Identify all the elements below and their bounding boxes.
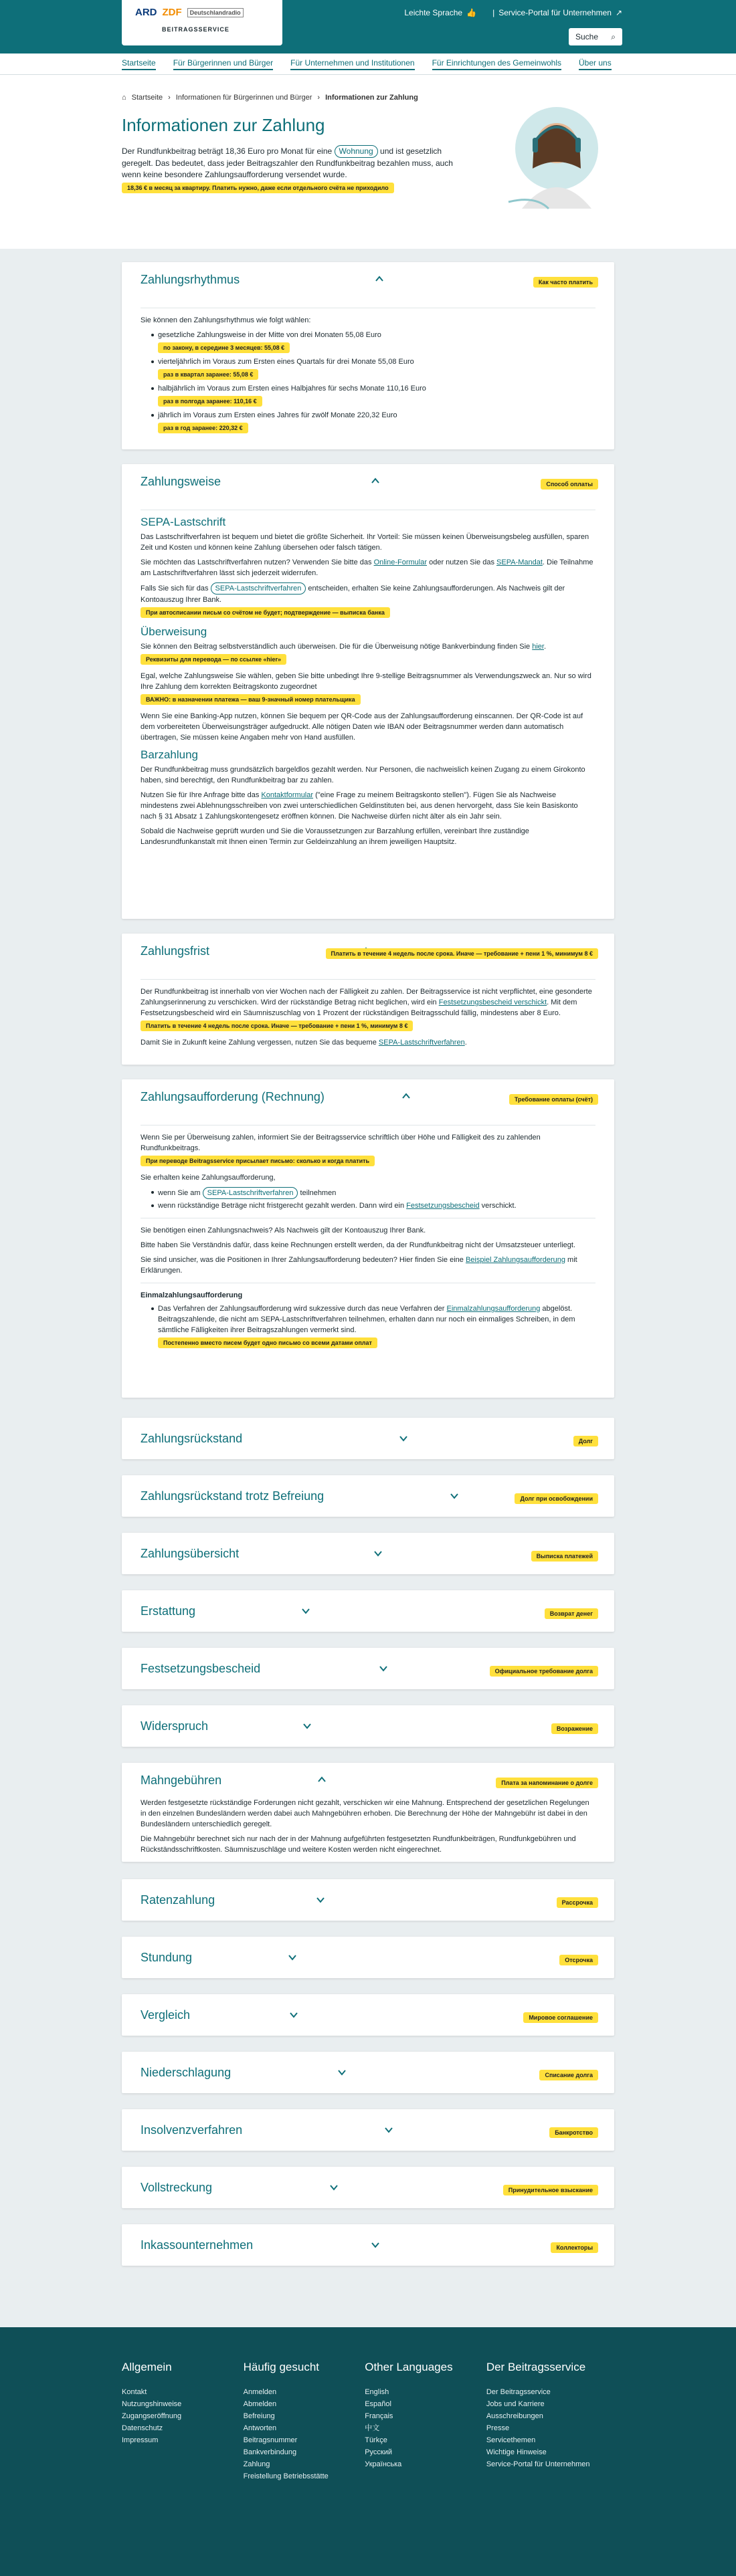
accordion-header[interactable] [122, 262, 614, 297]
paragraph: Wenn Sie eine Banking-App nutzen, können Sie bequem per QR-Code aus der Zahlungsaufforderung einscannen. Der QR-Code ist auf dem vorbereiteten Überweisungsträger aufgedruckt. Alle nötigen Daten wie IBAN oder Beitragsnummer werden dann automatisch übertragen, Sie müssen keine Angaben mehr von Hand ausfüllen. [141, 712, 583, 742]
paragraph: Falls Sie sich für das SEPA-Lastschriftverfahren entscheiden, erhalten Sie keine Zahlungsaufforderungen. Als Nachweis gilt der Kontoauszug Ihrer Bank. При автосписании письм со счётом не будет; подтверждение — выписка банка [141, 582, 595, 620]
chevron-right-icon: › [317, 94, 320, 102]
footer-col-general [122, 2361, 244, 2482]
bullet-list [151, 1303, 595, 1350]
accordion-zahlungsuebersicht [122, 1533, 614, 1574]
site-header [0, 0, 736, 53]
paragraph: Die Mahngebühr berechnet sich nur nach der in der Mahnung aufgeführten festgesetzten Rundfunkbeiträgen, Rundfunkgebühren und Rückständsschriftkosten. Säumniszuschläge und weitere Kosten werden nicht eingerechnet. [141, 1835, 576, 1854]
rhythm-list [151, 330, 595, 435]
online-form-link[interactable]: Online-Formular [373, 558, 428, 566]
accordion-header[interactable] [122, 1879, 614, 1921]
paragraph: Sie erhalten keine Zahlungsaufforderung, [141, 1174, 276, 1182]
accordion-zahlungsweise [122, 464, 614, 919]
subheading-einmal: Einmalzahlungsaufforderung [141, 1291, 243, 1299]
search-button[interactable]: Suche ⌕ [569, 28, 622, 45]
einmalzahlung-link[interactable]: Einmalzahlungsaufforderung [446, 1305, 541, 1313]
accordion-header[interactable] [122, 2052, 614, 2093]
footer-link[interactable]: Datenschutz [122, 2424, 163, 2432]
translation-tag: раз в год заранее: 220,32 € [158, 423, 248, 433]
translation-tag: При автосписании письм со счётом не будет; подтверждение — выписка банка [141, 607, 390, 618]
glossary-pill-sepa[interactable]: SEPA-Lastschriftverfahren [211, 582, 306, 595]
translation-tag: Возражение [551, 1723, 598, 1734]
accordion-header[interactable] [122, 1648, 614, 1689]
chevron-down-icon [384, 2125, 393, 2135]
accordion-niederschlagung [122, 2052, 614, 2093]
accordion-header[interactable] [122, 1079, 614, 1114]
chevron-down-icon [337, 2068, 347, 2077]
translation-tag: Принудительное взыскание [503, 2185, 598, 2195]
accordion-header[interactable] [122, 2109, 614, 2151]
accordion-header[interactable] [122, 1763, 614, 1798]
bullet-list [151, 1187, 595, 1211]
list-item: wenn Sie am SEPA-Lastschriftverfahren teilnehmen [151, 1187, 595, 1199]
section-title: Stundung [141, 1950, 193, 1964]
footer-link[interactable]: English [365, 2388, 389, 2396]
section-title: Erstattung [141, 1604, 196, 1618]
sepa-link[interactable]: SEPA-Lastschriftverfahren [378, 1039, 465, 1047]
main-nav [0, 53, 736, 75]
footer-link[interactable]: Service-Portal für Unternehmen [486, 2460, 590, 2468]
paragraph: Sobald die Nachweise geprüft wurden und Sie die Voraussetzungen zur Barzahlung erfüllen, vereinbart Ihre zuständige Landesrundfunkanstalt mit Ihnen einen Termin zur Geldeinzahlung an ihrem jeweiligen Hauptsitz. [141, 827, 529, 846]
chevron-down-icon [302, 1721, 312, 1731]
accordion-zahlungsrueckstand [122, 1418, 614, 1459]
accordion-ratenzahlung [122, 1879, 614, 1921]
chevron-down-icon [373, 1549, 383, 1558]
section-title: Ratenzahlung [141, 1893, 215, 1907]
footer-link[interactable]: Der Beitragsservice [486, 2388, 551, 2396]
footer-heading: Other Languages [365, 2361, 453, 2373]
translation-tag: Долг [573, 1436, 598, 1446]
accordion-header[interactable] [122, 2167, 614, 2208]
chevron-down-icon [450, 1491, 459, 1501]
section-title: Zahlungsfrist [141, 944, 210, 958]
chevron-right-icon: › [168, 94, 171, 102]
translation-tag: Мировое соглашение [523, 2012, 598, 2023]
nav-item-about[interactable]: Über uns [579, 58, 612, 70]
translation-tag: Плата за напоминание о долге [496, 1778, 598, 1788]
chevron-down-icon [316, 1895, 325, 1905]
accordion-zahlungsaufforderung [122, 1079, 614, 1398]
accordion-insolvenzverfahren [122, 2109, 614, 2151]
section-title: Inkassounternehmen [141, 2238, 254, 2252]
paragraph: Sie sind unsicher, was die Positionen in Ihrer Zahlungsaufforderung bedeuten? Hier finden Sie eine Beispiel Zahlungsaufforderung mit Erklärungen. [141, 1256, 577, 1275]
nav-item-public-welfare[interactable]: Für Einrichtungen des Gemeinwohls [432, 58, 561, 70]
footer-link[interactable]: Ausschreibungen [486, 2412, 543, 2420]
chevron-up-icon [401, 1091, 411, 1101]
footer-link[interactable]: Français [365, 2412, 393, 2420]
chevron-up-icon [317, 1775, 327, 1784]
accordion-mahngebuehren [122, 1763, 614, 1862]
paragraph: Das Lastschriftverfahren ist bequem und bietet die größte Sicherheit. Ihr Vorteil: Sie müssen keinen Überweisungsbeleg ausfüllen, sparen Zeit und Kosten und können keine Zahlung übersehen oder falsch tätigen. [141, 533, 589, 552]
footer-link[interactable]: Antworten [243, 2424, 277, 2432]
translation-tag: Как часто платить [533, 277, 598, 288]
translation-tag: Способ оплаты [541, 479, 598, 490]
section-title: Zahlungsrückstand [141, 1431, 243, 1445]
footer-link[interactable]: Befreiung [243, 2412, 275, 2420]
section-title: Zahlungsrhythmus [141, 272, 240, 286]
chevron-down-icon [288, 1953, 297, 1962]
translation-tag: Банкротство [549, 2127, 598, 2138]
accordion-erstattung [122, 1590, 614, 1632]
site-footer [0, 2327, 736, 2576]
brand-subtitle: BEITRAGSSERVICE [162, 26, 229, 33]
chevron-down-icon [289, 2010, 298, 2020]
accordion-header[interactable] [122, 1533, 614, 1574]
breadcrumb-item[interactable]: Informationen für Bürgerinnen und Bürger [175, 94, 312, 102]
list-item: vierteljährlich im Voraus zum Ersten eines Quartals für drei Monate 55,08 Euro раз в квартал заранее: 55,08 € [151, 356, 595, 382]
translation-tag: раз в полгода заранее: 110,16 € [158, 396, 262, 407]
chevron-up-icon [375, 274, 384, 284]
chevron-down-icon [301, 1606, 310, 1616]
translation-tag: Списание долга [539, 2070, 598, 2080]
paragraph: Der Rundfunkbeitrag ist innerhalb von vier Wochen nach der Fälligkeit zu zahlen. Der Beitragsservice ist nicht verpflichtet, eine gesonderte Zahlungserinnerung zu verschicken. Wird der rückständige Betrag nicht beglichen, wird ein Festsetzungsbescheid verschickt. Mit dem Festsetzungsbescheid wird ein Säumniszuschlag von 1 Prozent der rückständigen Beitragsschuld fällig, mindestens aber 8 Euro. Платить в течение 4 недель после срока. Иначе — требование + пени 1 %, минимум 8 € [141, 986, 595, 1033]
section-title: Widerspruch [141, 1719, 209, 1733]
footer-heading: Allgemein [122, 2361, 172, 2373]
section-title: Niederschlagung [141, 2065, 232, 2079]
logo[interactable] [122, 0, 282, 45]
accordion-header[interactable] [122, 1590, 614, 1632]
accordion-zahlungsrhythmus [122, 262, 614, 449]
paragraph: Egal, welche Zahlungsweise Sie wählen, geben Sie bitte unbedingt Ihre 9-stellige Beitragsnummer als Verwendungszweck an. Nur so wird Ihre Zahlung dem korrekten Beitragskonto zugeordnet ВАЖНО: в назначении платежа — ваш 9-значный номер плательщика [141, 671, 595, 707]
paragraph: Bitte haben Sie Verständnis dafür, dass keine Rechnungen erstellt werden, da der Rundfunkbeitrag nicht der Umsatzsteuer unterliegt. [141, 1241, 575, 1249]
footer-link[interactable]: Abmelden [243, 2400, 277, 2408]
glossary-pill-sepa[interactable]: SEPA-Lastschriftverfahren [203, 1187, 298, 1199]
footer-link[interactable]: Nutzungshinweise [122, 2400, 182, 2408]
chevron-up-icon [371, 476, 380, 486]
service-portal-link[interactable]: | Service-Portal für Unternehmen ↗ [492, 8, 622, 17]
accordion-stundung [122, 1937, 614, 1978]
footer-link[interactable]: Anmelden [243, 2388, 277, 2396]
section-title: Zahlungsrückstand trotz Befreiung [141, 1489, 325, 1503]
footer-link[interactable]: Kontakt [122, 2388, 147, 2396]
sepa-mandate-link[interactable]: SEPA-Mandat [496, 558, 543, 566]
translation-tag: Коллекторы [551, 2242, 598, 2253]
section-title: Zahlungsaufforderung (Rechnung) [141, 1089, 325, 1103]
translation-tag: Выписка платежей [531, 1551, 598, 1562]
accordion-header[interactable] [122, 2224, 614, 2266]
translation-tag: Требование оплаты (счёт) [509, 1094, 598, 1105]
easy-language-link[interactable]: Leichte Sprache 👍 [404, 8, 477, 17]
footer-link[interactable]: Impressum [122, 2436, 159, 2444]
list-item: Das Verfahren der Zahlungsaufforderung wird sukzessive durch das neue Verfahren der Einmalzahlungsaufforderung abgelöst. Beitragszahlende, die nicht am SEPA-Lastschriftverfahren teilnehmen, erhalten dann nur noch ein einmaliges Schreiben, in dem sämtliche Fälligkeiten ihrer Beitragszahlungen vermerkt sind. Постепенно вместо писем будет одно письмо со всеми датами оплат [151, 1303, 595, 1350]
chevron-down-icon [379, 1664, 388, 1673]
accordion-festsetzungsbescheid [122, 1648, 614, 1689]
footer-link[interactable]: Русский [365, 2448, 393, 2456]
section-title: Mahngebühren [141, 1773, 222, 1787]
translation-tag: Рассрочка [557, 1897, 598, 1908]
section-title: Zahlungsübersicht [141, 1546, 240, 1560]
translation-tag: Возврат денег [545, 1608, 598, 1619]
nav-item-citizens[interactable]: Für Bürgerinnen und Bürger [173, 58, 273, 70]
list-item: halbjährlich im Voraus zum Ersten eines Halbjahres für sechs Monate 110,16 Euro раз в полгода заранее: 110,16 € [151, 383, 595, 409]
paragraph: Der Rundfunkbeitrag muss grundsätzlich bargeldlos gezahlt werden. Nur Personen, die nachweislich keinen Zugang zu einem Girokonto haben, sind berechtigt, den Rundfunkbeitrag bar zu zahlen. [141, 766, 585, 784]
hero [0, 75, 736, 249]
accordion-header[interactable] [122, 1705, 614, 1747]
footer-link[interactable]: Zugangseröffnung [122, 2412, 182, 2420]
translation-tag: При переводе Beitragsservice присылает письмо: сколько и когда платить [141, 1156, 375, 1166]
example-link[interactable]: Beispiel Zahlungsaufforderung [465, 1256, 565, 1264]
translation-tag: ВАЖНО: в назначении платежа — ваш 9-значный номер плательщика [141, 694, 361, 705]
chevron-down-icon [399, 1434, 408, 1443]
footer-col-languages [365, 2361, 486, 2482]
footer-link[interactable]: Wichtige Hinweise [486, 2448, 547, 2456]
zdf-logo: ZDF [162, 7, 182, 18]
page-title: Informationen zur Zahlung [122, 115, 325, 135]
paragraph: Werden festgesetzte rückständige Forderungen nicht gezahlt, verschicken wir eine Mahnung. Entsprechend der gesetzlichen Regelungen in den einzelnen Bundesländern werden dabei auch Mahngebühren erhoben. Die Berechnung der Höhe der Mahngebühr ist dabei in den Bundesländern unterschiedlich geregelt. [141, 1799, 589, 1828]
subheading-ueberweisung: Überweisung [141, 625, 207, 638]
accordion-header[interactable] [122, 1994, 614, 2036]
chevron-down-icon [329, 2183, 339, 2192]
translation-tag: Реквизиты для перевода — по ссылке «hier» [141, 654, 286, 665]
contact-form-link[interactable]: Kontaktformular [261, 791, 314, 799]
accordion-rueckstand-befreiung [122, 1475, 614, 1517]
footer-link[interactable]: Українська [365, 2460, 402, 2468]
footer-link[interactable]: Türkçe [365, 2436, 387, 2444]
dr-logo: Deutschlandradio [187, 8, 244, 17]
translation-tag: Отсрочка [559, 1955, 598, 1965]
translation-tag: Постепенно вместо писем будет одно письмо со всеми датами оплат [158, 1337, 377, 1348]
section-title: Zahlungsweise [141, 474, 221, 488]
accordion-vergleich [122, 1994, 614, 2036]
footer-link[interactable]: Bankverbindung [243, 2448, 297, 2456]
breadcrumb-current: Informationen zur Zahlung [325, 94, 418, 102]
footer-link[interactable]: 中文 [365, 2424, 380, 2432]
accordion-header[interactable] [122, 464, 614, 499]
paragraph: Wenn Sie per Überweisung zahlen, informiert Sie der Beitragsservice schriftlich über Höhe und Fälligkeit des zu zahlenden Rundfunkbeitrags. При переводе Beitragsservice присылает письмо: сколько и когда платить [141, 1132, 595, 1168]
footer-link[interactable]: Español [365, 2400, 391, 2408]
translation-tag: Платить в течение 4 недель после срока. Иначе — требование + пени 1 %, минимум 8 € [141, 1021, 413, 1031]
accordion-widerspruch [122, 1705, 614, 1747]
subheading-sepa: SEPA-Lastschrift [141, 516, 226, 528]
footer-link[interactable]: Zahlung [243, 2460, 270, 2468]
bank-details-link[interactable]: hier [532, 643, 544, 651]
breadcrumb-item[interactable]: Startseite [131, 94, 163, 102]
subheading-barzahlung: Barzahlung [141, 748, 199, 761]
paragraph: Sie möchten das Lastschriftverfahren nutzen? Verwenden Sie bitte das Online-Formular oder nutzen Sie das SEPA-Mandat. Die Teilnahme am Lastschriftverfahren lässt sich jederzeit widerrufen. [141, 558, 593, 577]
section-title: Festsetzungsbescheid [141, 1661, 261, 1675]
footer-link[interactable]: Beitragsnummer [243, 2436, 298, 2444]
footer-col-frequent [244, 2361, 365, 2482]
accordion-header[interactable] [122, 1418, 614, 1459]
footer-link[interactable]: Presse [486, 2424, 510, 2432]
accordion-inkassounternehmen [122, 2224, 614, 2266]
festsetzungsbescheid-link[interactable]: Festsetzungsbescheid [406, 1202, 480, 1210]
nav-item-companies[interactable]: Für Unternehmen und Institutionen [290, 58, 414, 70]
divider [141, 979, 595, 980]
section-title: Vergleich [141, 2008, 191, 2022]
footer-col-service [486, 2361, 614, 2482]
list-item: gesetzliche Zahlungsweise in der Mitte von drei Monaten 55,08 Euro по закону, в середине 3 месяцев: 55,08 € [151, 330, 595, 355]
section-title: Insolvenzverfahren [141, 2123, 243, 2137]
festsetzungsbescheid-link[interactable]: Festsetzungsbescheid verschickt [438, 998, 547, 1006]
footer-heading: Der Beitragsservice [486, 2361, 586, 2373]
translation-tag: Официальное требование долга [490, 1666, 598, 1677]
accordion-header[interactable] [122, 934, 614, 968]
paragraph: Sie können den Beitrag selbstverständlich auch überweisen. Die für die Überweisung nötige Bankverbindung finden Sie hier. Реквизиты для перевода — по ссылке «hier» [141, 641, 595, 667]
paragraph: Damit Sie in Zukunft keine Zahlung vergessen, nutzen Sie das bequeme SEPA-Lastschriftverfahren. [141, 1039, 467, 1047]
paragraph: Nutzen Sie für Ihre Anfrage bitte das Kontaktformular ("eine Frage zu meinem Beitragskonto stellen"). Fügen Sie als Nachweise mindestens zwei Ablehnungsschreiben von zwei unterschiedlichen Geldinstituten bei, aus denen hervorgeht, dass Sie kein Basiskonto nach § 31 Absatz 1 Zahlungskontengesetz eröffnen können. Die Nachweise dürfen nicht älter als ein Jahr sein. [141, 791, 578, 821]
footer-link[interactable]: Freistellung Betriebsstätte [243, 2472, 329, 2480]
translation-tag: Платить в течение 4 недель после срока. Иначе — требование + пени 1 %, минимум 8 € [326, 948, 598, 959]
translation-tag: по закону, в середине 3 месяцев: 55,08 € [158, 342, 290, 353]
nav-item-home[interactable]: Startseite [122, 58, 156, 70]
accordion-header[interactable] [122, 1937, 614, 1978]
accordion-zahlungsfrist [122, 934, 614, 1065]
translation-tag: Долг при освобождении [515, 1493, 598, 1504]
section-title: Vollstreckung [141, 2180, 213, 2194]
divider: | [492, 8, 495, 17]
breadcrumb [122, 94, 614, 102]
footer-link[interactable]: Servicethemen [486, 2436, 536, 2444]
paragraph: Sie können den Zahlungsrhythmus wie folgt wählen: [141, 316, 311, 324]
translation-tag: раз в квартал заранее: 55,08 € [158, 369, 258, 380]
intro-text: Der Rundfunkbeitrag beträgt 18,36 Euro pro Monat für eine Wohnung und ist gesetzlich geregelt. Das bedeutet, dass jeder Beitragszahler den Rundfunkbeitrag bezahlen muss, auch wenn keine besondere Zahlungsaufforderung versendet wurde. 18,36 € в месяц за квартиру. Платить нужно, даже если отдельного счёта не приходило [122, 145, 470, 195]
accordion-header[interactable] [122, 1475, 614, 1517]
list-item: jährlich im Voraus zum Ersten eines Jahres für zwölf Monate 220,32 Euro раз в год заранее: 220,32 € [151, 410, 595, 435]
footer-heading: Häufig gesucht [243, 2361, 320, 2373]
paragraph: Sie benötigen einen Zahlungsnachweis? Als Nachweis gilt der Kontoauszug Ihrer Bank. [141, 1226, 426, 1235]
ard-logo: ARD [135, 7, 157, 18]
easy-language-icon: 👍 [466, 8, 477, 17]
external-icon: ↗ [615, 8, 622, 17]
glossary-pill-wohnung[interactable]: Wohnung [335, 145, 378, 158]
translation-tag: 18,36 € в месяц за квартиру. Платить нужно, даже если отдельного счёта не приходило [122, 183, 394, 193]
hero-illustration [495, 102, 616, 215]
chevron-down-icon [371, 2240, 380, 2250]
accordion-vollstreckung [122, 2167, 614, 2208]
footer-link[interactable]: Jobs und Karriere [486, 2400, 545, 2408]
list-item: wenn rückständige Beträge nicht fristgerecht gezahlt werden. Dann wird ein Festsetzungsbescheid verschickt. [151, 1200, 595, 1211]
search-icon: ⌕ [611, 32, 616, 41]
home-icon[interactable]: ⌂ [122, 94, 126, 102]
